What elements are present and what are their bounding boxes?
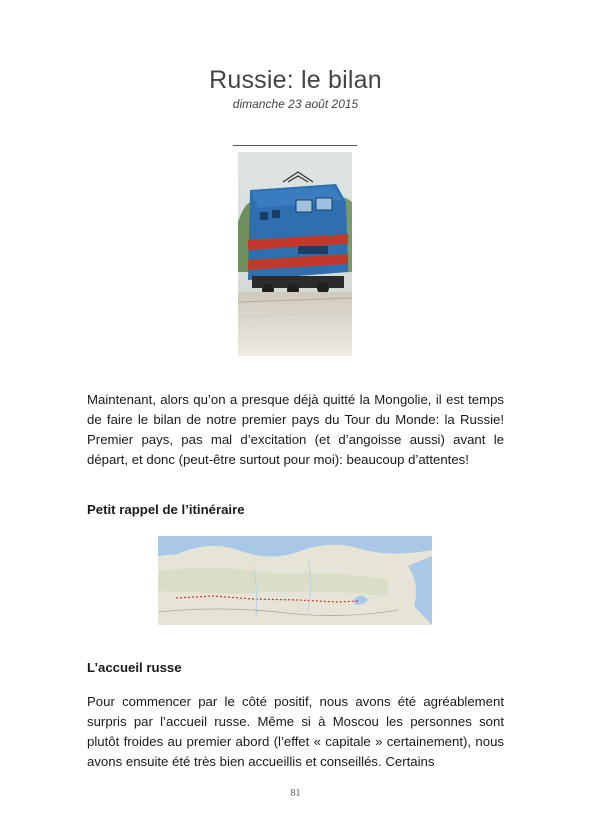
route-map-icon [158, 536, 432, 625]
page-number: 81 [290, 788, 301, 799]
welcome-paragraph: Pour commencer par le côté positif, nous avons été agréablement surpris par l’accueil russe. Même si à Moscou les personnes sont plutôt froides au premier abord (l’effet « capitale » certainement), nous avons ensuite été très bien accueillis et conseillés. Certains [87, 694, 504, 769]
train-photo [238, 152, 352, 356]
section-heading-itinerary: Petit rappel de l’itinéraire [87, 502, 245, 517]
post-date: dimanche 23 août 2015 [232, 97, 359, 111]
train-photo-icon [238, 152, 352, 356]
intro-paragraph: Maintenant, alors qu’on a presque déjà quitté la Mongolie, il est temps de faire le bilan de notre premier pays du Tour du Monde: la Russie! Premier pays, pas mal d’excitation (et d’angoisse aussi) avant le départ, et donc (peut-être surtout pour moi): beaucoup d’attentes! [87, 392, 504, 467]
page-title: Russie: le bilan [209, 66, 382, 94]
route-map [158, 536, 432, 625]
divider [233, 145, 357, 146]
section-heading-welcome: L’accueil russe [87, 660, 182, 675]
